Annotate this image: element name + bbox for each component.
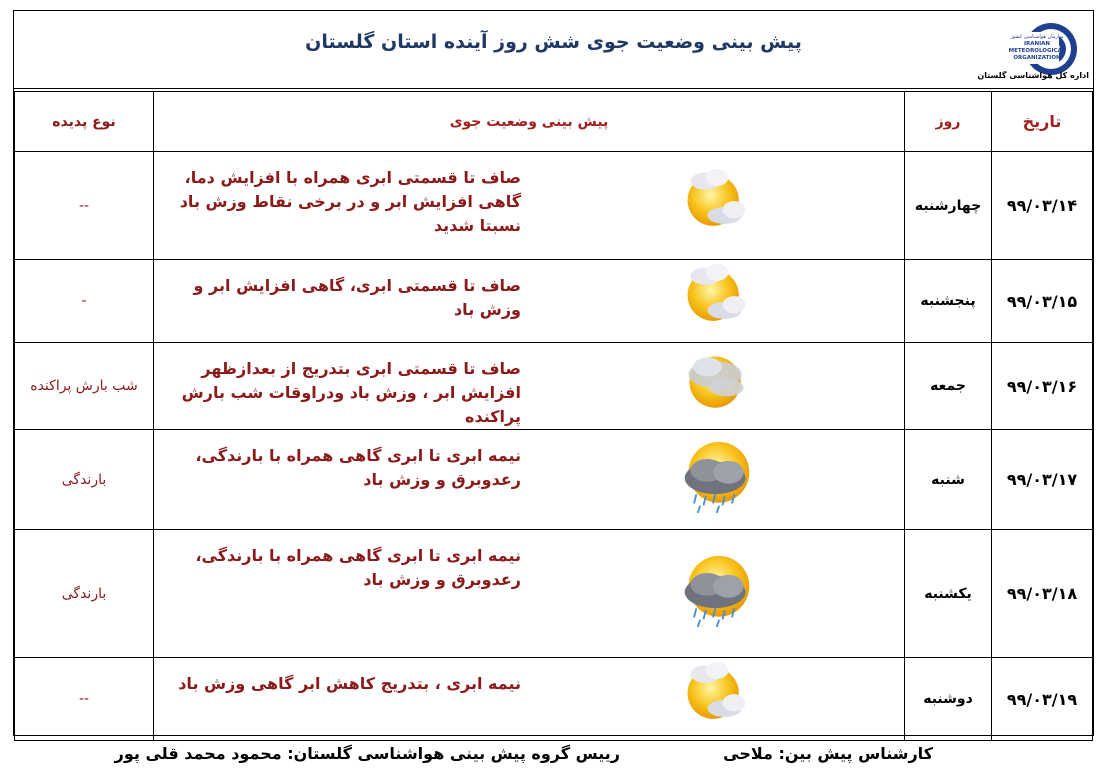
forecaster-name: کارشناس پیش بین: ملاحی [723, 744, 933, 763]
weather-icon-cell [529, 430, 905, 530]
row-day: یکشنبه [905, 530, 992, 658]
table-row [15, 530, 1093, 658]
logo-text-3: ORGANIZATION [1013, 55, 1061, 61]
row-day: دوشنبه [905, 658, 992, 741]
row-phenomenon: - [15, 260, 154, 343]
weather-icon-cell [529, 343, 905, 430]
row-date: ۹۹/۰۳/۱۹ [992, 658, 1093, 741]
row-forecast: نیمه ابری ، بتدریج کاهش ابر گاهی وزش باد [154, 658, 530, 741]
page-title: پیش بینی وضعیت جوی شش روز آینده استان گلستان [305, 31, 802, 53]
rain-sun-icon [679, 439, 755, 517]
row-phenomenon: -- [15, 152, 154, 260]
logo-text-2: METEOROLOGICAL [1008, 48, 1066, 54]
row-date: ۹۹/۰۳/۱۸ [992, 530, 1093, 658]
group-head-name: رییس گروه پیش بینی هواشناسی گلستان: محمود محمد قلی پور [114, 744, 620, 763]
table-header-row [15, 92, 1093, 152]
logo-text-1: IRANIAN [1023, 41, 1051, 47]
partly-cloudy-icon [679, 260, 755, 338]
column-header-forecast: پیش بینی وضعیت جوی [154, 92, 905, 152]
column-header-date: تاریخ [992, 92, 1093, 152]
row-date: ۹۹/۰۳/۱۵ [992, 260, 1093, 343]
row-phenomenon: بارندگی [15, 430, 154, 530]
row-date: ۹۹/۰۳/۱۷ [992, 430, 1093, 530]
rain-sun-icon [679, 553, 755, 631]
table-row [15, 430, 1093, 530]
row-day: پنجشنبه [905, 260, 992, 343]
weather-icon-cell [529, 152, 905, 260]
partly-cloudy-icon [679, 165, 755, 243]
row-forecast: صاف تا قسمتی ابری بتدریج از بعدازظهر افزایش ابر ، وزش باد ودراوقات شب بارش پراکنده [154, 343, 530, 430]
row-day: شنبه [905, 430, 992, 530]
partly-cloudy-icon [679, 658, 755, 736]
header [14, 11, 1093, 89]
forecast-table [14, 91, 1093, 741]
table-row [15, 260, 1093, 343]
column-header-day: روز [905, 92, 992, 152]
footer [0, 742, 1105, 772]
table-row [15, 152, 1093, 260]
row-date: ۹۹/۰۳/۱۴ [992, 152, 1093, 260]
column-header-phenomenon: نوع پدیده [15, 92, 154, 152]
row-forecast: نیمه ابری تا ابری گاهی همراه با بارندگی، رعدوبرق و وزش باد [154, 430, 530, 530]
row-forecast: نیمه ابری تا ابری گاهی همراه با بارندگی، رعدوبرق و وزش باد [154, 530, 530, 658]
row-phenomenon: -- [15, 658, 154, 741]
row-day: چهارشنبه [905, 152, 992, 260]
row-phenomenon: شب بارش پراکنده [15, 343, 154, 430]
weather-icon-cell [529, 658, 905, 741]
row-day: جمعه [905, 343, 992, 430]
row-date: ۹۹/۰۳/۱۶ [992, 343, 1093, 430]
row-forecast: صاف تا قسمتی ابری همراه با افزایش دما، گاهی افزایش ابر و در برخی نقاط وزش باد نسبتا شدید [154, 152, 530, 260]
weather-icon-cell [529, 530, 905, 658]
forecast-sheet [13, 10, 1094, 736]
table-row [15, 658, 1093, 741]
table-row [15, 343, 1093, 430]
logo-caption: اداره کل هواشناسی گلستان [977, 71, 1089, 80]
cloudy-sun-icon [679, 345, 755, 423]
weather-icon-cell [529, 260, 905, 343]
logo-text-fa: سازمان هواشناسی کشور [1010, 34, 1064, 40]
row-forecast: صاف تا قسمتی ابری، گاهی افزایش ابر و وزش باد [154, 260, 530, 343]
row-phenomenon: بارندگی [15, 530, 154, 658]
